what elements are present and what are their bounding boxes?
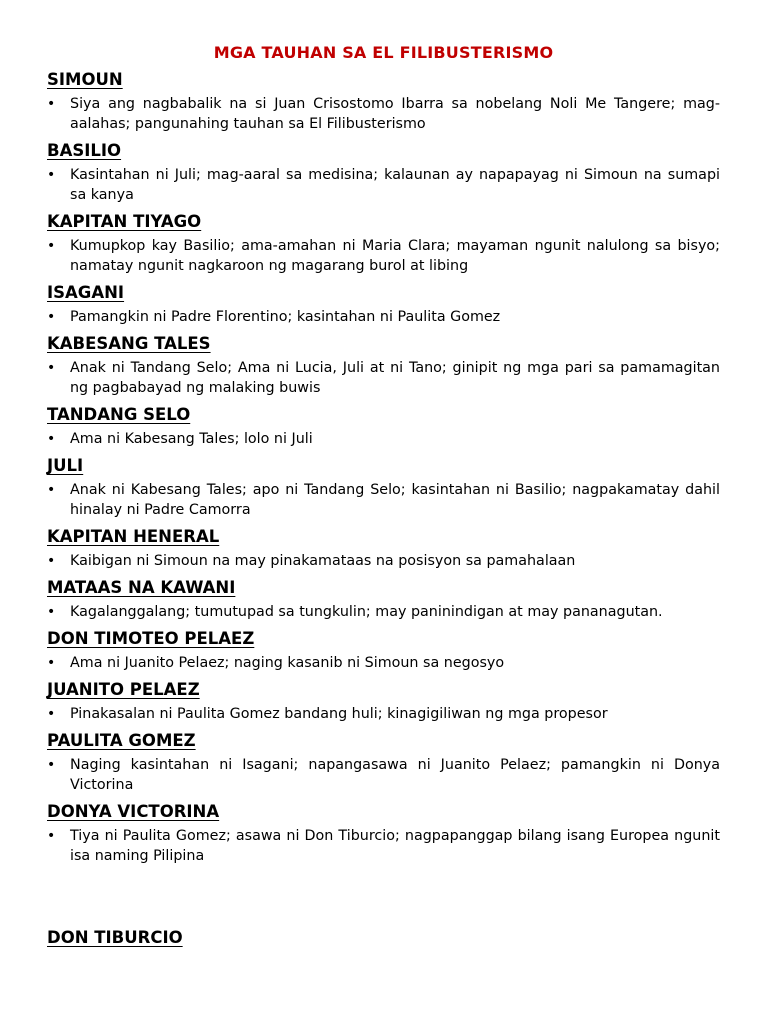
character-section xyxy=(47,69,720,134)
character-name: MATAAS NA KAWANI xyxy=(47,578,236,597)
character-name: KAPITAN TIYAGO xyxy=(47,212,202,231)
character-description-list xyxy=(47,358,720,398)
character-description: • Siya ang nagbabalik na si Juan Crisostomo Ibarra sa nobelang Noli Me Tangere; mag-aalahas; pangunahing tauhan sa El Filibusterismo xyxy=(47,94,720,134)
character-description-list xyxy=(47,602,720,622)
character-section xyxy=(47,927,720,949)
character-description: • Anak ni Kabesang Tales; apo ni Tandang Selo; kasintahan ni Basilio; nagpakamatay dahil hinalay ni Padre Camorra xyxy=(47,480,720,520)
character-description: • Pamangkin ni Padre Florentino; kasintahan ni Paulita Gomez xyxy=(47,307,720,327)
character-section xyxy=(47,333,720,398)
character-section xyxy=(47,455,720,520)
page-title: MGA TAUHAN SA EL FILIBUSTERISMO xyxy=(213,43,554,62)
character-name: KAPITAN HENERAL xyxy=(47,527,220,546)
character-description: • Pinakasalan ni Paulita Gomez bandang huli; kinagigiliwan ng mga propesor xyxy=(47,704,720,724)
character-description: • Kumupkop kay Basilio; ama-amahan ni Maria Clara; mayaman ngunit nalulong sa bisyo; namatay ngunit nagkaroon ng magarang burol at libing xyxy=(47,236,720,276)
character-name: BASILIO xyxy=(47,141,122,160)
character-name: TANDANG SELO xyxy=(47,405,191,424)
character-description: • Tiya ni Paulita Gomez; asawa ni Don Tiburcio; nagpapanggap bilang isang Europea ngunit isa naming Pilipina xyxy=(47,826,720,866)
character-description: • Kasintahan ni Juli; mag-aaral sa medisina; kalaunan ay napapayag ni Simoun na sumapi sa kanya xyxy=(47,165,720,205)
character-section xyxy=(47,404,720,449)
character-name: ISAGANI xyxy=(47,283,125,302)
character-description: • Naging kasintahan ni Isagani; napangasawa ni Juanito Pelaez; pamangkin ni Donya Victorina xyxy=(47,755,720,795)
blank-space xyxy=(47,866,720,921)
character-name: DONYA VICTORINA xyxy=(47,802,220,821)
character-name: PAULITA GOMEZ xyxy=(47,731,196,750)
character-name: JULI xyxy=(47,456,84,475)
character-section xyxy=(47,211,720,276)
character-name: JUANITO PELAEZ xyxy=(47,680,200,699)
character-name: KABESANG TALES xyxy=(47,334,211,353)
character-description: • Anak ni Tandang Selo; Ama ni Lucia, Juli at ni Tano; ginipit ng mga pari sa pamamagitan ng pagbabayad ng malaking buwis xyxy=(47,358,720,398)
character-description-list xyxy=(47,653,720,673)
character-description-list xyxy=(47,94,720,134)
character-description-list xyxy=(47,826,720,866)
character-name: SIMOUN xyxy=(47,70,123,89)
character-section xyxy=(47,140,720,205)
character-section xyxy=(47,282,720,327)
character-section xyxy=(47,628,720,673)
character-description-list xyxy=(47,165,720,205)
character-section xyxy=(47,801,720,866)
character-section xyxy=(47,577,720,622)
character-description: • Kaibigan ni Simoun na may pinakamataas na posisyon sa pamahalaan xyxy=(47,551,720,571)
character-description-list xyxy=(47,704,720,724)
character-description-list xyxy=(47,307,720,327)
character-name: DON TIMOTEO PELAEZ xyxy=(47,629,255,648)
character-description-list xyxy=(47,236,720,276)
character-description-list xyxy=(47,551,720,571)
character-section xyxy=(47,679,720,724)
character-description-list xyxy=(47,480,720,520)
character-description: • Ama ni Kabesang Tales; lolo ni Juli xyxy=(47,429,720,449)
character-name: DON TIBURCIO xyxy=(47,928,183,947)
character-section xyxy=(47,730,720,795)
character-description: • Kagalanggalang; tumutupad sa tungkulin; may paninindigan at may pananagutan. xyxy=(47,602,720,622)
character-description: • Ama ni Juanito Pelaez; naging kasanib ni Simoun sa negosyo xyxy=(47,653,720,673)
character-description-list xyxy=(47,755,720,795)
character-section xyxy=(47,526,720,571)
character-description-list xyxy=(47,429,720,449)
document-page xyxy=(47,0,720,952)
